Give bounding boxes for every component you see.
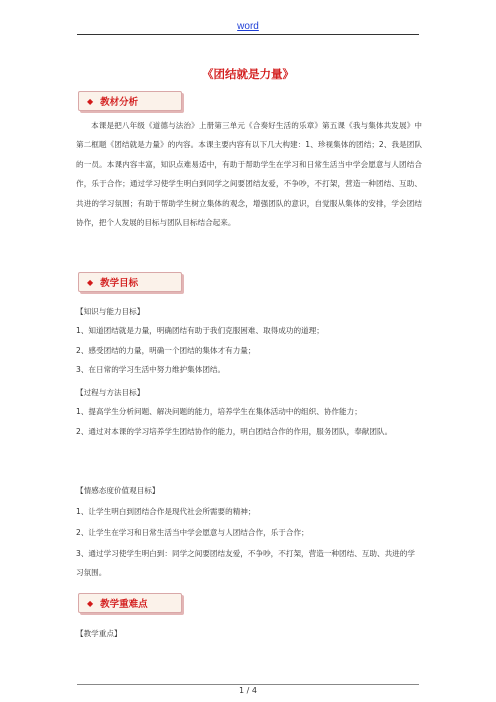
knowledge-goal-item: 2、感受团结的力量，明确一个团结的集体才有力量； bbox=[76, 346, 256, 355]
knowledge-goals-heading: 【知识与能力目标】 bbox=[76, 307, 145, 316]
emotion-goals-heading: 【情感态度价值观目标】 bbox=[76, 486, 160, 495]
emotion-goal-item: 2、让学生在学习和日常生活当中学会愿意与人团结合作，乐于合作； bbox=[76, 528, 309, 537]
process-goals-heading: 【过程与方法目标】 bbox=[76, 388, 145, 397]
diamond-icon: ◆ bbox=[87, 96, 94, 106]
footer-divider bbox=[77, 684, 419, 685]
document-title: 《团结就是力量》 bbox=[202, 67, 294, 81]
knowledge-goal-item: 1、知道团结就是力量，明确团结有助于我们克服困难、取得成功的道理； bbox=[76, 326, 324, 335]
section-heading-label: 教学重难点 bbox=[100, 599, 148, 610]
analysis-paragraph bbox=[76, 116, 422, 232]
section-heading-analysis bbox=[78, 91, 182, 111]
diamond-icon: ◆ bbox=[87, 598, 94, 608]
diamond-icon: ◆ bbox=[87, 277, 94, 287]
section-heading-goals bbox=[78, 272, 182, 292]
page-number: 1 / 4 bbox=[239, 686, 257, 695]
key-point-heading: 【教学重点】 bbox=[76, 629, 122, 638]
section-heading-label: 教学目标 bbox=[100, 278, 139, 289]
analysis-text: 本课是把八年级《道德与法治》上册第三单元《合奏好生活的乐章》第五课《我与集体共发展》中第二框题《团结就是力量》的内容。本课主要内容有以下几大构建：1、珍视集体的团结；2、我是团队的一员。本课内容丰富，知识点难易适中，有助于帮助学生在学习和日常生活当中学会愿意与人团结合作，乐于合作；通过学习使学生明白到同学之间要团结友爱，不争吵，不打架，营造一种团结、互助、共进的学习氛围；有助于帮助学生树立集体的观念，增强团队的意识，自觉服从集体的安排，学会团结协作，把个人发展的目标与团队目标结合起来。 bbox=[76, 121, 422, 228]
section-heading-label: 教材分析 bbox=[100, 97, 139, 108]
header-word-link[interactable]: word bbox=[237, 21, 259, 32]
header-divider bbox=[77, 34, 419, 35]
emotion-goal-item: 3、通过学习使学生明白到：同学之间要团结友爱，不争吵，不打架，营造一种团结、互助、共进的学习氛围。 bbox=[76, 549, 415, 577]
process-goal-item: 1、提高学生分析问题、解决问题的能力，培养学生在集体活动中的组织、协作能力； bbox=[76, 407, 362, 416]
section-heading-keypoints bbox=[78, 593, 182, 613]
emotion-goal-item: 1、让学生明白到团结合作是现代社会所需要的精神； bbox=[76, 507, 256, 516]
knowledge-goal-item: 3、在日常的学习生活中努力维护集体团结。 bbox=[76, 365, 226, 374]
process-goal-item: 2、通过对本课的学习培养学生团结协作的能力，明白团结合作的作用，服务团队，奉献团队。 bbox=[76, 427, 393, 436]
